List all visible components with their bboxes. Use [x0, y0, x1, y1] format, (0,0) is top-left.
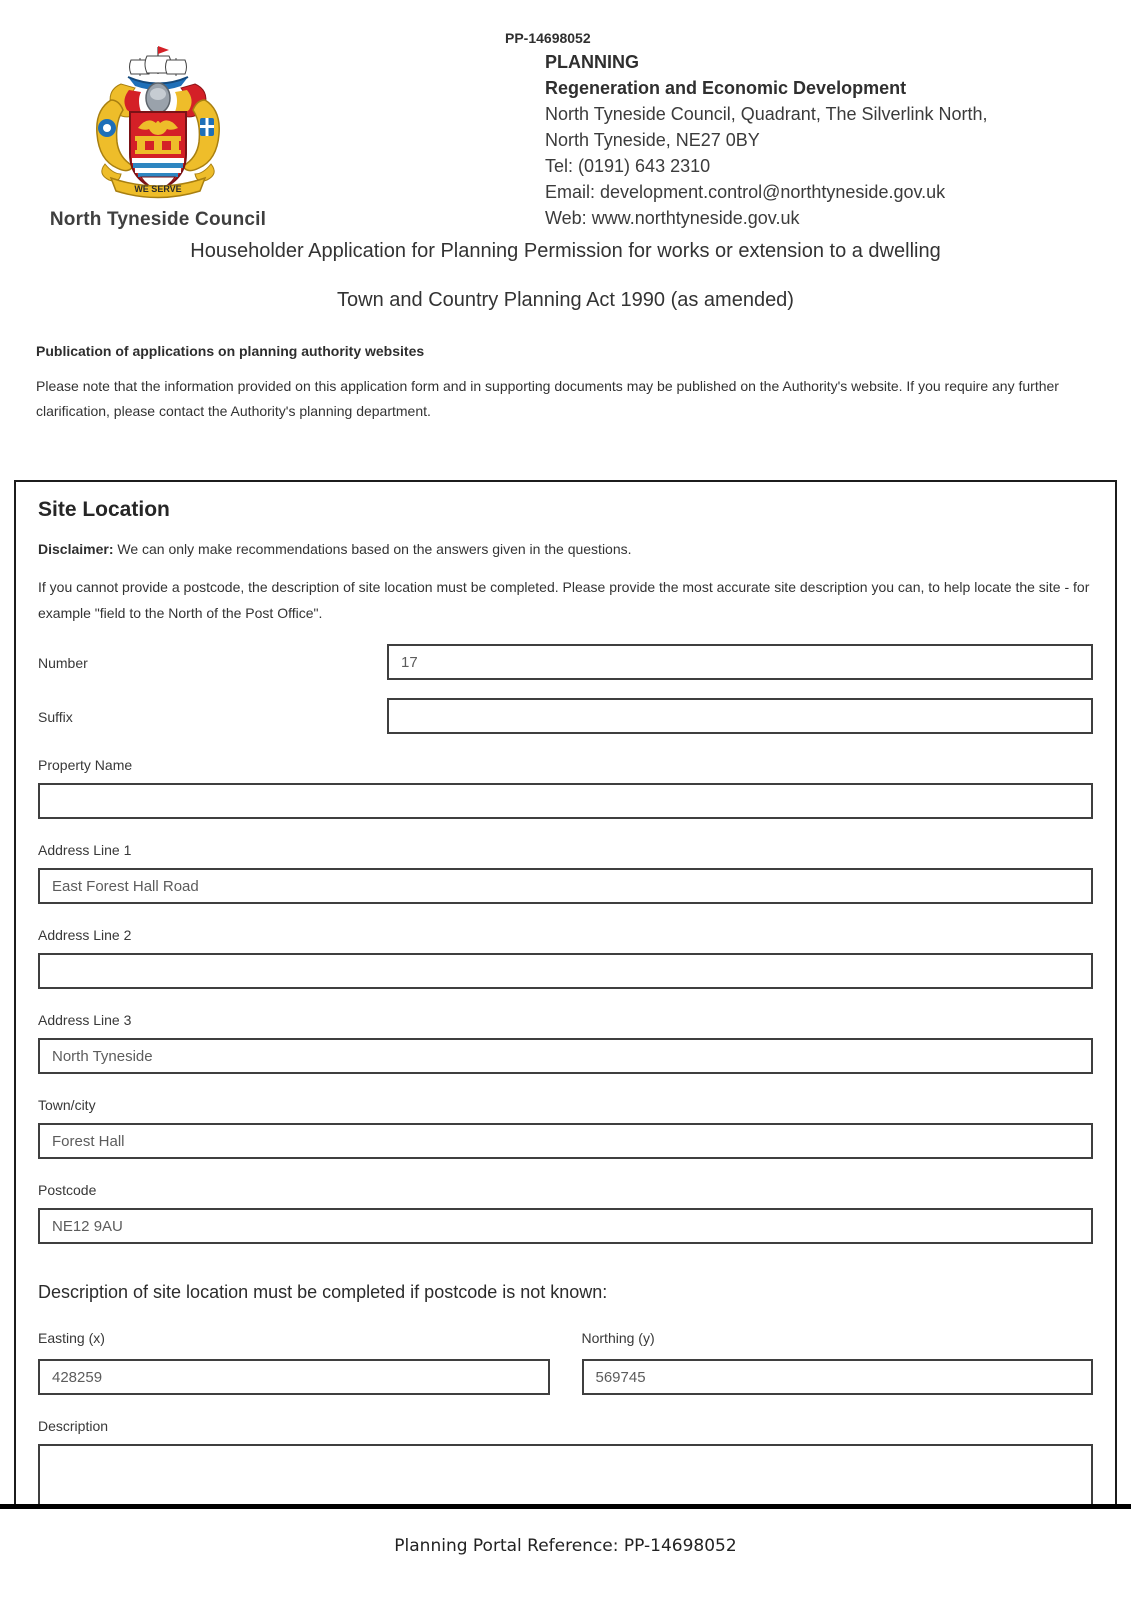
form-act-subtitle: Town and Country Planning Act 1990 (as amended) — [337, 289, 794, 311]
contact-details — [545, 49, 988, 231]
number-input[interactable] — [387, 644, 1093, 680]
field-address-line-3 — [38, 1011, 1093, 1074]
easting-label: Easting (x) — [38, 1330, 105, 1346]
field-town-city — [38, 1096, 1093, 1159]
number-label: Number — [38, 655, 88, 671]
crest-motto-text: WE SERVE — [134, 184, 182, 194]
field-address-line-1 — [38, 841, 1093, 904]
disclaimer-text — [38, 539, 1093, 559]
field-suffix — [38, 698, 1093, 734]
description-label: Description — [38, 1418, 109, 1434]
publication-notice-heading: Publication of applications on planning authority websites — [36, 343, 425, 359]
field-postcode — [38, 1181, 1093, 1244]
council-crest-icon — [83, 44, 233, 200]
field-number — [38, 644, 1093, 680]
department-name: PLANNING — [545, 52, 639, 72]
application-reference: PP-14698052 — [505, 30, 591, 46]
field-description — [38, 1417, 1093, 1506]
town-city-label: Town/city — [38, 1097, 96, 1113]
council-address-line-2: North Tyneside, NE27 0BY — [545, 130, 760, 150]
site-description-heading: Description of site location must be completed if postcode is not known: — [38, 1282, 608, 1302]
site-location-section — [14, 480, 1117, 1506]
coordinates-row — [38, 1329, 1093, 1395]
suffix-label: Suffix — [38, 709, 73, 725]
council-web: Web: www.northtyneside.gov.uk — [545, 208, 800, 228]
northing-label: Northing (y) — [581, 1330, 655, 1346]
publication-notice-body: Please note that the information provided on this application form and in supporting documents may be published on the Authority's website. If you require any further clarification, please contact the Authority's planning department. — [36, 378, 1059, 419]
description-textarea[interactable] — [38, 1444, 1093, 1506]
disclaimer-body: We can only make recommendations based on the answers given in the questions. — [113, 541, 632, 557]
form-title: Householder Application for Planning Permission for works or extension to a dwelling — [190, 240, 941, 262]
field-northing — [582, 1329, 1094, 1395]
postcode-input[interactable] — [38, 1208, 1093, 1244]
council-telephone: Tel: (0191) 643 2310 — [545, 156, 711, 176]
suffix-input[interactable] — [387, 698, 1093, 734]
address-line-3-input[interactable] — [38, 1038, 1093, 1074]
address-line-1-input[interactable] — [38, 868, 1093, 904]
footer-reference: Planning Portal Reference: PP-14698052 — [394, 1536, 737, 1556]
easting-input[interactable] — [38, 1359, 550, 1395]
page-break-divider — [0, 1504, 1131, 1509]
address-line-1-label: Address Line 1 — [38, 842, 132, 858]
northing-input[interactable] — [582, 1359, 1094, 1395]
field-address-line-2 — [38, 926, 1093, 989]
postcode-instructions: If you cannot provide a postcode, the description of site location must be completed. Please provide the most accurate site description you can, to help locate the site - for example "field to the North of the Post Office". — [38, 579, 1090, 621]
council-address-line-1: North Tyneside Council, Quadrant, The Silverlink North, — [545, 104, 988, 124]
council-logo-block — [48, 44, 268, 231]
contact-block — [505, 30, 988, 231]
field-property-name — [38, 756, 1093, 819]
property-name-label: Property Name — [38, 757, 133, 773]
postcode-label: Postcode — [38, 1182, 97, 1198]
address-line-3-label: Address Line 3 — [38, 1012, 132, 1028]
address-line-2-input[interactable] — [38, 953, 1093, 989]
address-line-2-label: Address Line 2 — [38, 927, 132, 943]
department-division: Regeneration and Economic Development — [545, 78, 907, 98]
page-header — [0, 0, 1131, 232]
field-easting — [38, 1329, 550, 1395]
town-city-input[interactable] — [38, 1123, 1093, 1159]
property-name-input[interactable] — [38, 783, 1093, 819]
logo-caption: North Tyneside Council — [49, 209, 267, 230]
disclaimer-label: Disclaimer: — [38, 541, 114, 557]
council-email: Email: development.control@northtyneside.gov.uk — [545, 182, 946, 202]
site-location-heading: Site Location — [38, 498, 170, 521]
